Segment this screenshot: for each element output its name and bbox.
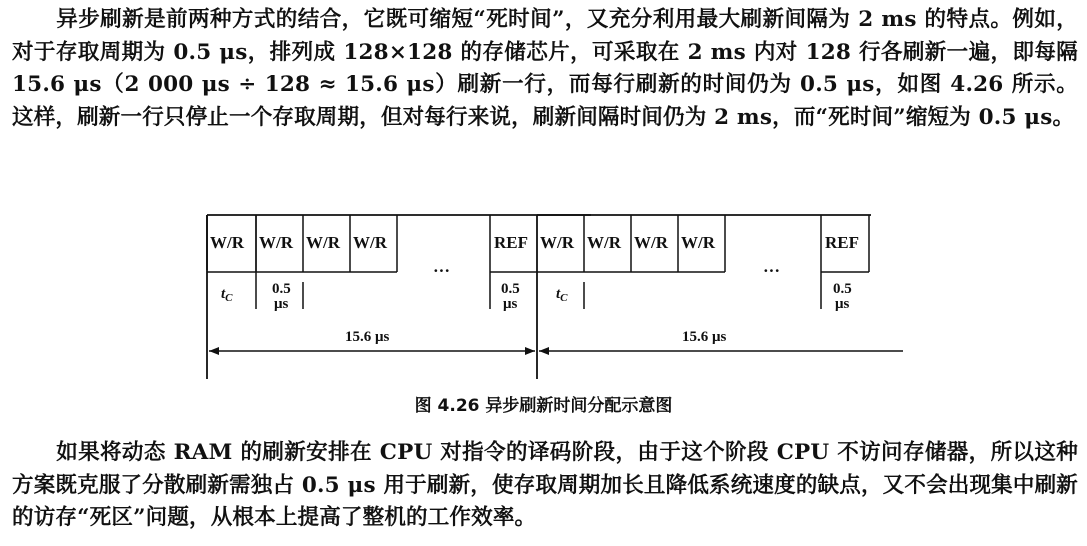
- ellipsis-left: ···: [433, 261, 451, 280]
- paragraph-2-text: 如果将动态 RAM 的刷新安排在 CPU 对指令的译码阶段，由于这个阶段 CPU 不访问存储器，所以这种方案既克服了分散刷新需独占 0.5 μs 用于刷新，使存取周期加长且降低系统速度的缺点，又不会出现集中刷新的访存“死区”问题，从根本上提高了整机的工作效率。: [12, 440, 1078, 530]
- paragraph-1: [12, 4, 1078, 134]
- timing-diagram: [185, 204, 905, 384]
- half-us-unit-1: μs: [274, 296, 289, 312]
- wr-cell-5: W/R: [540, 233, 574, 252]
- ellipsis-right: ···: [763, 261, 781, 280]
- wr-cell-4: W/R: [353, 233, 387, 252]
- half-us-value-1: 0.5: [272, 281, 291, 297]
- wr-cell-1: W/R: [210, 233, 244, 252]
- period-label-right: 15.6 μs: [682, 329, 727, 345]
- wr-cell-8: W/R: [681, 233, 715, 252]
- ref-cell-left: REF: [494, 233, 528, 252]
- half-us-value-3: 0.5: [833, 281, 852, 297]
- period-label-left: 15.6 μs: [345, 329, 390, 345]
- timing-diagram-svg: [185, 204, 905, 384]
- figure-caption: 图 4.26 异步刷新时间分配示意图: [414, 396, 673, 416]
- half-us-value-2: 0.5: [501, 281, 520, 297]
- wr-cell-2: W/R: [259, 233, 293, 252]
- tc-label-left: $t_C$: [221, 286, 233, 304]
- half-us-unit-2: μs: [503, 296, 518, 312]
- wr-cell-6: W/R: [587, 233, 621, 252]
- wr-cell-7: W/R: [634, 233, 668, 252]
- tc-label-right: $t_C$: [556, 286, 568, 304]
- half-us-unit-3: μs: [835, 296, 850, 312]
- paragraph-2: [12, 437, 1078, 535]
- wr-cell-3: W/R: [306, 233, 340, 252]
- ref-cell-right: REF: [825, 233, 859, 252]
- paragraph-1-text: 异步刷新是前两种方式的结合，它既可缩短“死时间”，又充分利用最大刷新间隔为 2 ms 的特点。例如，对于存取周期为 0.5 μs，排列成 128×128 的存储芯片，可采取在 2 ms 内对 128 行各刷新一遍，即每隔 15.6 μs（2 000 μs ÷ 128 ≈ 15.6 μs）刷新一行，而每行刷新的时间仍为 0.5 μs，如图 4.26 所示。这样，刷新一行只停止一个存取周期，但对每行来说，刷新间隔时间仍为 2 ms，而“死时间”缩短为 0.5 μs。: [12, 7, 1078, 130]
